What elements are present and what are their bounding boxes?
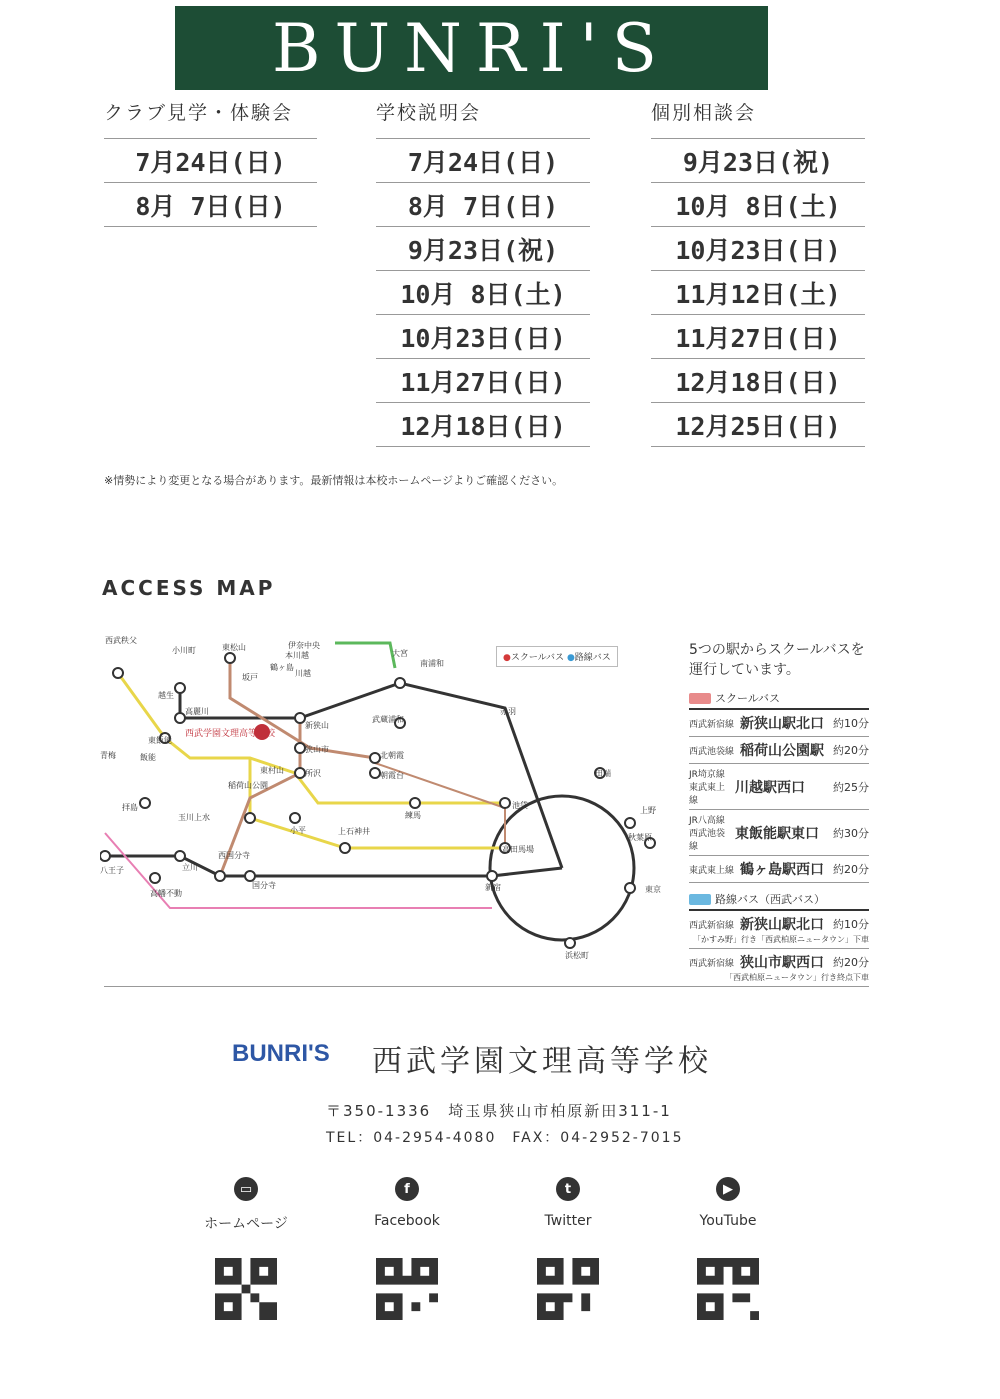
school-name: 西武学園文理高等学校	[372, 1044, 712, 1079]
schedule-consult	[651, 98, 865, 447]
route-map	[100, 628, 670, 968]
school-address: 〒350-1336 埼玉県狭山市柏原新田311-1	[326, 1102, 672, 1120]
bus-time: 約20分	[833, 863, 869, 876]
station-label: 高麗川	[185, 707, 209, 716]
schedule-date: 10月 8日(土)	[376, 271, 590, 315]
brand-logo: BUNRI'S	[272, 9, 671, 87]
station-label: 東飯能	[148, 736, 172, 745]
schedule-date: 9月23日(祝)	[376, 227, 590, 271]
station-label: 八王子	[100, 866, 124, 875]
station-label: 東村山	[260, 766, 284, 775]
bus-route-item	[689, 949, 869, 987]
youtube-link[interactable]	[668, 1177, 788, 1229]
station-label: 青梅	[100, 751, 116, 760]
station-label: 練馬	[405, 811, 421, 820]
schedule-date: 9月23日(祝)	[651, 139, 865, 183]
station-label: 玉川上水	[178, 813, 210, 822]
station-label: 秋葉原	[628, 833, 652, 842]
schedule-club	[104, 98, 317, 227]
bus-line: 東武東上線	[689, 865, 735, 876]
schedule-briefing	[376, 98, 590, 447]
footer-logo: BUNRI'S	[232, 1040, 330, 1067]
bus-route-item	[689, 911, 869, 949]
bus-note: 「かすみ野」行き「西武柏原ニュータウン」下車	[693, 935, 869, 944]
schedule-date: 12月18日(日)	[376, 403, 590, 447]
schedule-date: 8月 7日(日)	[104, 183, 317, 227]
divider	[104, 986, 868, 987]
bus-station: 東飯能駅東口	[735, 825, 819, 842]
bus-time: 約20分	[833, 956, 869, 969]
bus-station: 稲荷山公園駅	[740, 743, 825, 759]
station-label: 東松山	[222, 643, 246, 652]
bus-route-item	[689, 764, 869, 810]
legend-school-bus: スクールバス	[510, 653, 565, 663]
bus-line: 西武新宿線	[689, 719, 735, 730]
station-label: 武蔵浦和	[372, 715, 404, 724]
station-label: 大宮	[392, 649, 408, 658]
station-label: 鶴ヶ島	[270, 663, 294, 672]
bus-time: 約20分	[833, 744, 869, 757]
station-label: 小川町	[172, 646, 196, 655]
station-label: 所沢	[305, 769, 321, 778]
qr-code-twitter[interactable]	[537, 1258, 599, 1320]
station-label: 浜松町	[565, 951, 589, 960]
station-label: 飯能	[140, 753, 156, 762]
station-label: 高幡不動	[150, 889, 182, 898]
qr-code-homepage[interactable]	[215, 1258, 277, 1320]
bus-station: 新狭山駅北口	[740, 917, 825, 933]
link-label: Twitter	[544, 1213, 592, 1229]
station-label: 越生	[158, 691, 174, 700]
legend-route-bus: 路線バス	[574, 653, 611, 663]
bus-station: 川越駅西口	[735, 779, 805, 796]
station-label: 拝島	[122, 803, 138, 812]
station-label: 狭山市	[305, 745, 329, 754]
bus-route-item	[689, 856, 869, 883]
bus-line: JR埼京線 東武東上線	[689, 770, 726, 806]
notice-text: ※情勢により変更となる場合があります。最新情報は本校ホームページよりご確認ください。	[104, 474, 564, 487]
bus-line: 西武新宿線	[689, 920, 735, 931]
station-label: 坂戸	[242, 673, 258, 682]
bus-icon	[689, 693, 711, 704]
bus-line: 西武新宿線	[689, 958, 735, 969]
link-label: ホームページ	[204, 1216, 288, 1232]
station-label: 川越	[295, 669, 311, 678]
station-label: 稲荷山公園	[228, 781, 268, 790]
bus-icon	[689, 894, 711, 905]
bus-time: 約30分	[833, 826, 869, 840]
bus-route-item	[689, 810, 869, 856]
bus-line: JR八高線 西武池袋線	[689, 816, 726, 852]
station-label: 新狭山	[305, 721, 329, 730]
twitter-icon: t	[556, 1177, 580, 1201]
station-label: 赤羽	[500, 707, 516, 716]
schedule-date: 7月24日(日)	[104, 139, 317, 183]
schedule-title: クラブ見学・体験会	[104, 98, 317, 139]
bus-station: 新狭山駅北口	[740, 716, 825, 732]
schedule-title: 学校説明会	[376, 98, 590, 139]
computer-icon: ▭	[234, 1177, 258, 1201]
station-label: 池袋	[512, 801, 528, 810]
station-label: 東京	[645, 885, 661, 894]
station-label: 北朝霞	[380, 751, 404, 760]
station-label: 小平	[290, 826, 306, 835]
station-label: 新宿	[485, 883, 501, 892]
route-bus-header-label: 路線バス（西武バス）	[715, 893, 825, 906]
station-label: 南浦和	[420, 659, 444, 668]
station-label: 田端	[595, 769, 611, 778]
route-bus-header	[689, 891, 869, 911]
station-label: 国分寺	[252, 881, 276, 890]
bus-station: 狭山市駅西口	[740, 955, 825, 971]
qr-code-youtube[interactable]	[697, 1258, 759, 1320]
bus-station: 鶴ヶ島駅西口	[740, 862, 825, 878]
link-label: Facebook	[374, 1213, 440, 1229]
station-label: 本川越	[285, 651, 309, 660]
bus-time: 約25分	[833, 780, 869, 794]
bus-note: 「西武柏原ニュータウン」行き終点下車	[725, 973, 869, 982]
school-bus-header-label: スクールバス	[715, 692, 781, 705]
school-bus-header	[689, 690, 869, 710]
schedule-date: 12月18日(日)	[651, 359, 865, 403]
schedule-date: 11月27日(日)	[376, 359, 590, 403]
link-label: YouTube	[699, 1213, 757, 1229]
brand-banner	[175, 6, 768, 90]
qr-code-facebook[interactable]	[376, 1258, 438, 1320]
schedule-date: 7月24日(日)	[376, 139, 590, 183]
station-label: 上石神井	[338, 827, 370, 836]
bus-line: 西武池袋線	[689, 746, 735, 757]
bus-lead: 5つの駅からスクールバスを運行しています。	[689, 642, 865, 678]
bus-route-item	[689, 710, 869, 737]
schedule-date: 10月 8日(土)	[651, 183, 865, 227]
twitter-link[interactable]	[508, 1177, 628, 1229]
schedule-date: 11月12日(土)	[651, 271, 865, 315]
station-label: 伊奈中央	[288, 641, 320, 650]
access-map-title: ACCESS MAP	[102, 576, 276, 600]
schedule-date: 10月23日(日)	[651, 227, 865, 271]
facebook-link[interactable]	[347, 1177, 467, 1229]
bus-time: 約10分	[833, 918, 869, 931]
schedule-date: 10月23日(日)	[376, 315, 590, 359]
youtube-icon: ▶	[716, 1177, 740, 1201]
station-label: 西国分寺	[218, 851, 250, 860]
station-label: 高田馬場	[502, 845, 534, 854]
bus-time: 約10分	[833, 717, 869, 730]
homepage-link[interactable]	[186, 1177, 306, 1233]
station-label: 朝霞台	[380, 771, 404, 780]
map-legend: ●スクールバス ●路線バス	[496, 646, 618, 667]
ina-line	[335, 643, 395, 668]
bus-info	[689, 640, 869, 987]
schedule-date: 11月27日(日)	[651, 315, 865, 359]
school-phone: TEL：04-2954-4080 FAX：04-2952-7015	[326, 1130, 684, 1146]
station-label: 西武秩父	[105, 636, 137, 645]
station-label: 上野	[640, 806, 656, 815]
station-label: 立川	[182, 863, 198, 872]
bus-route-item	[689, 737, 869, 764]
schedule-title: 個別相談会	[651, 98, 865, 139]
facebook-icon: f	[395, 1177, 419, 1201]
schedule-date: 8月 7日(日)	[376, 183, 590, 227]
schedule-date: 12月25日(日)	[651, 403, 865, 447]
school-map-label: 西武学園文理高等学校	[185, 729, 276, 739]
